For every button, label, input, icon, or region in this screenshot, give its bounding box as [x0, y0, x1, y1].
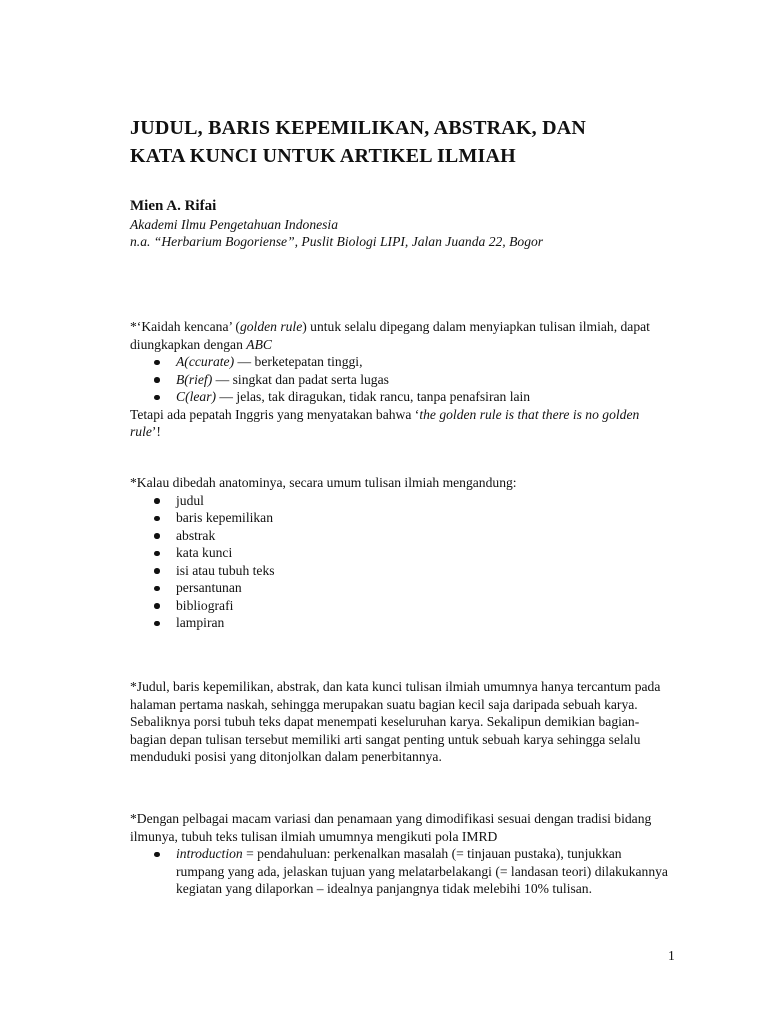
bullet-icon — [154, 360, 160, 366]
bullet-icon — [154, 603, 160, 609]
author-affiliation-1: Akademi Ilmu Pengetahuan Indonesia — [130, 217, 339, 232]
abc-list — [130, 353, 670, 406]
front-matter-paragraph: *Judul, baris kepemilikan, abstrak, dan kata kunci tulisan ilmiah umumnya hanya tercantum pada halaman pertama naskah, sehingga merupakan suatu bagian kecil saja daripada sebuah karya. Sebaliknya porsi tubuh teks dapat menempati keseluruhan karya. Sekalipun demikian bagian-bagian depan tulisan tersebut memiliki arti sangat penting untuk sebuah karya sehingga selalu menduduki posisi yang ditonjolkan dalam penerbitannya. — [130, 679, 661, 764]
page-number: 1 — [668, 948, 675, 963]
list-item: introduction = pendahuluan: perkenalkan masalah (= tinjauan pustaka), tunjukkan rumpang yang ada, jelaskan tujuan yang melatarbelakangi (= landasan teori) dilakukannya kegiatan yang dilaporkan – idealnya panjangnya tidak melebihi 10% tulisan. — [130, 845, 670, 898]
list-item: baris kepemilikan — [130, 509, 670, 527]
list-item: kata kunci — [130, 544, 670, 562]
list-item: judul — [130, 492, 670, 510]
list-item: bibliografi — [130, 597, 670, 615]
title-line-1: JUDUL, BARIS KEPEMILIKAN, ABSTRAK, DAN — [130, 117, 586, 139]
imrd-intro: *Dengan pelbagai macam variasi dan penamaan yang dimodifikasi sesuai dengan tradisi bidang ilmunya, tubuh teks tulisan ilmiah umumnya mengikuti pola IMRD — [130, 811, 652, 844]
bullet-icon — [154, 551, 160, 557]
section-golden-rule — [130, 318, 670, 441]
bullet-icon — [154, 395, 160, 401]
list-item: persantunan — [130, 579, 670, 597]
bullet-icon — [154, 377, 160, 383]
anatomy-intro: *Kalau dibedah anatominya, secara umum tulisan ilmiah mengandung: — [130, 475, 517, 490]
bullet-icon — [154, 533, 160, 539]
section-front-matter — [130, 678, 670, 766]
list-item: B(rief) — singkat dan padat serta lugas — [130, 371, 670, 389]
imrd-list — [130, 845, 670, 898]
anatomy-list — [130, 492, 670, 632]
section-anatomy — [130, 474, 670, 632]
bullet-icon — [154, 852, 160, 858]
author-name: Mien A. Rifai — [130, 198, 217, 214]
list-item: isi atau tubuh teks — [130, 562, 670, 580]
document-title — [130, 114, 690, 170]
title-line-2: KATA KUNCI UNTUK ARTIKEL ILMIAH — [130, 145, 516, 167]
bullet-icon — [154, 586, 160, 592]
section-imrd — [130, 810, 670, 898]
list-item: abstrak — [130, 527, 670, 545]
list-item: A(ccurate) — berketepatan tinggi, — [130, 353, 670, 371]
author-block — [130, 196, 690, 250]
list-item: lampiran — [130, 614, 670, 632]
bullet-icon — [154, 498, 160, 504]
golden-rule-intro: *‘Kaidah kencana’ (golden rule) untuk selalu dipegang dalam menyiapkan tulisan ilmiah, dapat diungkapkan dengan ABC — [130, 319, 650, 352]
bullet-icon — [154, 568, 160, 574]
list-item: C(lear) — jelas, tak diragukan, tidak rancu, tanpa penafsiran lain — [130, 388, 670, 406]
bullet-icon — [154, 621, 160, 627]
author-affiliation-2: n.a. “Herbarium Bogoriense”, Puslit Biologi LIPI, Jalan Juanda 22, Bogor — [130, 234, 544, 249]
bullet-icon — [154, 516, 160, 522]
golden-rule-outro: Tetapi ada pepatah Inggris yang menyatakan bahwa ‘the golden rule is that there is no golden rule’! — [130, 406, 640, 439]
